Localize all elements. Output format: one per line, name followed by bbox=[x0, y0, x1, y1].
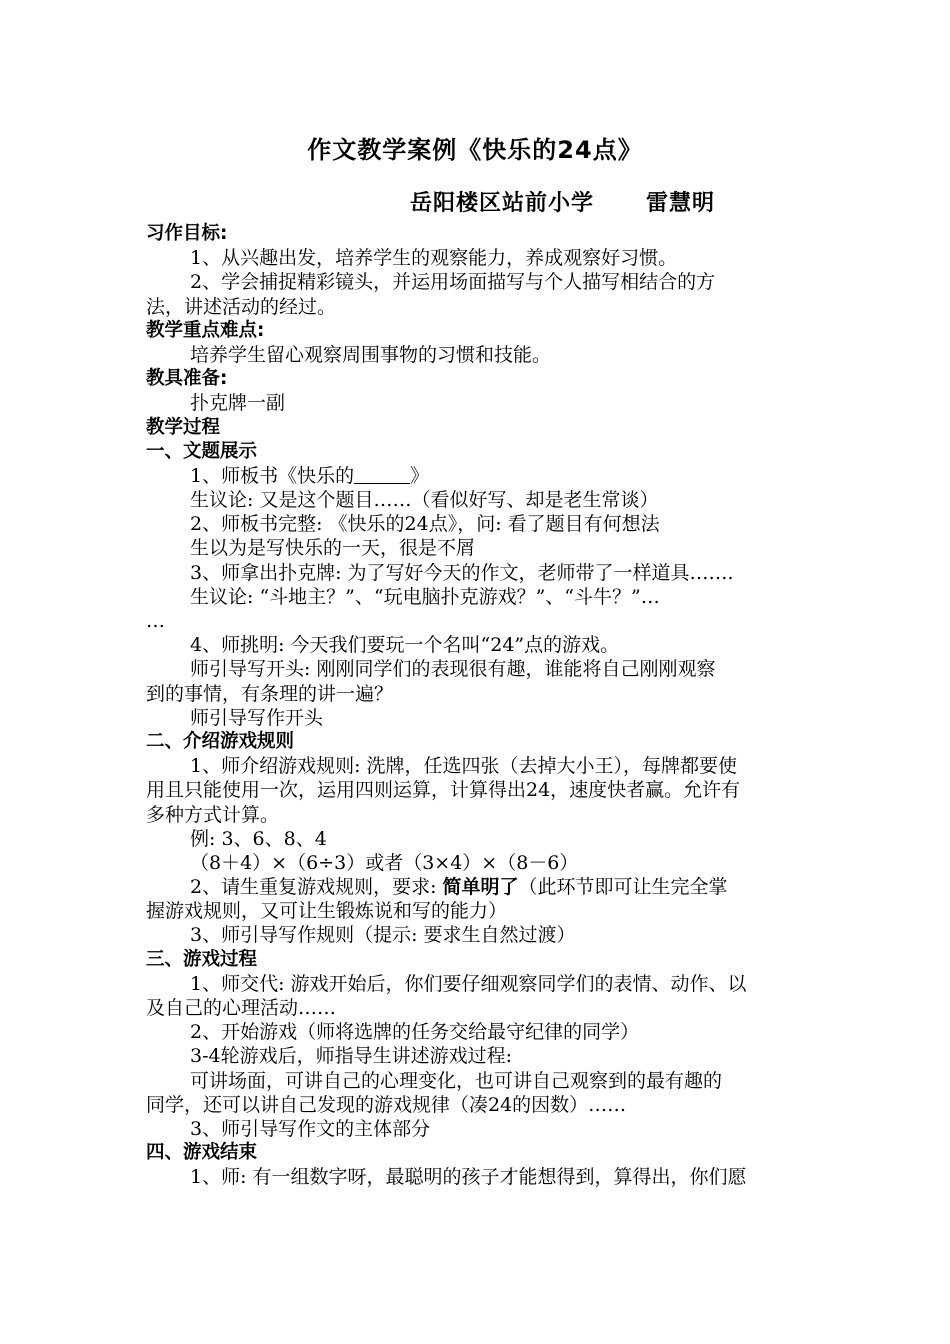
section-heading-goals: 习作目标: bbox=[146, 223, 228, 244]
section-heading-materials: 教具准备: bbox=[146, 368, 228, 390]
author-line: 岳阳楼区站前小学 雷慧明 bbox=[410, 191, 715, 216]
text-line: 2、学会捕捉精彩镜头，并运用场面描写与个人描写相结合的方 bbox=[190, 271, 716, 294]
text-line: 4、师挑明: 今天我们要玩一个名叫“24”点的游戏。 bbox=[190, 634, 620, 657]
text-line: 法，讲述活动的经过。 bbox=[146, 295, 337, 318]
text-line bbox=[146, 875, 810, 899]
text-line: 到的事情，有条理的讲一遍？ bbox=[146, 682, 394, 705]
section-heading-1: 一、文题展示 bbox=[146, 440, 258, 462]
text-line: 用且只能使用一次，运用四则运算，计算得出24，速度快者赢。允许有 bbox=[146, 779, 741, 802]
text-line: （8＋4）×（6÷3）或者（3×4）×（8－6） bbox=[190, 851, 579, 874]
text-line: 1、师介绍游戏规则: 洗牌，任选四张（去掉大小王），每牌都要使 bbox=[190, 755, 738, 778]
text-line: 3、师引导写作规则（提示: 要求生自然过渡） bbox=[190, 924, 576, 947]
text-line: 及自己的心理活动…… bbox=[146, 997, 337, 1019]
text-line: 2、开始游戏（师将选牌的任务交给最守纪律的同学） bbox=[190, 1021, 640, 1044]
text-line bbox=[146, 464, 810, 488]
text-line: 3、师引导写作文的主体部分 bbox=[190, 1117, 431, 1140]
text-fragment: 》 bbox=[410, 464, 430, 487]
section-heading-process: 教学过程 bbox=[146, 416, 221, 438]
section-heading-3: 三、游戏过程 bbox=[146, 948, 258, 970]
text-line: … bbox=[146, 610, 165, 632]
text-line: 1、师交代: 游戏开始后，你们要仔细观察同学们的表情、动作、以 bbox=[190, 972, 747, 995]
text-line: 同学，还可以讲自己发现的游戏规律（凑24的因数）…… bbox=[146, 1093, 627, 1116]
section-heading-4: 四、游戏结束 bbox=[146, 1142, 258, 1164]
text-line: 师引导写开头: 刚刚同学们的表现很有趣，谁能将自己刚刚观察 bbox=[190, 658, 716, 681]
text-line: 2、师板书完整: 《快乐的24点》，问: 看了题目有何想法 bbox=[190, 513, 660, 536]
text-line: 多种方式计算。 bbox=[146, 803, 280, 826]
text-line: 1、师: 有一组数字呀，最聪明的孩子才能想得到，算得出，你们愿 bbox=[190, 1166, 747, 1189]
text-line: 3、师拿出扑克牌: 为了写好今天的作文，老师带了一样道具……. bbox=[190, 561, 734, 584]
text-fragment: 1、师板书《快乐的 bbox=[190, 464, 355, 487]
emphasis-text: 简单明了 bbox=[442, 876, 519, 899]
text-line: 扑克牌一副 bbox=[190, 392, 286, 415]
text-line: 握游戏规则，又可让生锻炼说和写的能力） bbox=[146, 900, 508, 923]
text-fragment: （此环节即可让生完全掌 bbox=[518, 876, 728, 899]
section-heading-key-points: 教学重点难点: bbox=[146, 319, 265, 341]
text-line: 1、从兴趣出发，培养学生的观察能力，养成观察好习惯。 bbox=[190, 247, 678, 270]
section-heading-2: 二、介绍游戏规则 bbox=[146, 730, 295, 752]
text-line: 生议论: 又是这个题目……（看似好写、却是老生常谈） bbox=[190, 489, 659, 512]
fill-in-blank bbox=[354, 465, 410, 484]
text-line: 3-4轮游戏后，师指导生讲述游戏过程: bbox=[190, 1045, 512, 1068]
text-line: 师引导写作开头 bbox=[190, 706, 324, 729]
text-line: 例: 3、6、8、4 bbox=[190, 827, 327, 850]
text-line: 生议论: “斗地主？”、“玩电脑扑克游戏？”、“斗牛？”… bbox=[190, 585, 660, 608]
document-body bbox=[146, 222, 810, 1190]
text-fragment: 2、请生重复游戏规则，要求: bbox=[190, 876, 443, 899]
text-line: 生以为是写快乐的一天，很是不屑 bbox=[190, 537, 476, 560]
text-line: 培养学生留心观察周围事物的习惯和技能。 bbox=[190, 343, 552, 366]
text-line: 可讲场面，可讲自己的心理变化，也可讲自己观察到的最有趣的 bbox=[190, 1069, 723, 1092]
page-title: 作文教学案例《快乐的24点》 bbox=[307, 136, 643, 164]
